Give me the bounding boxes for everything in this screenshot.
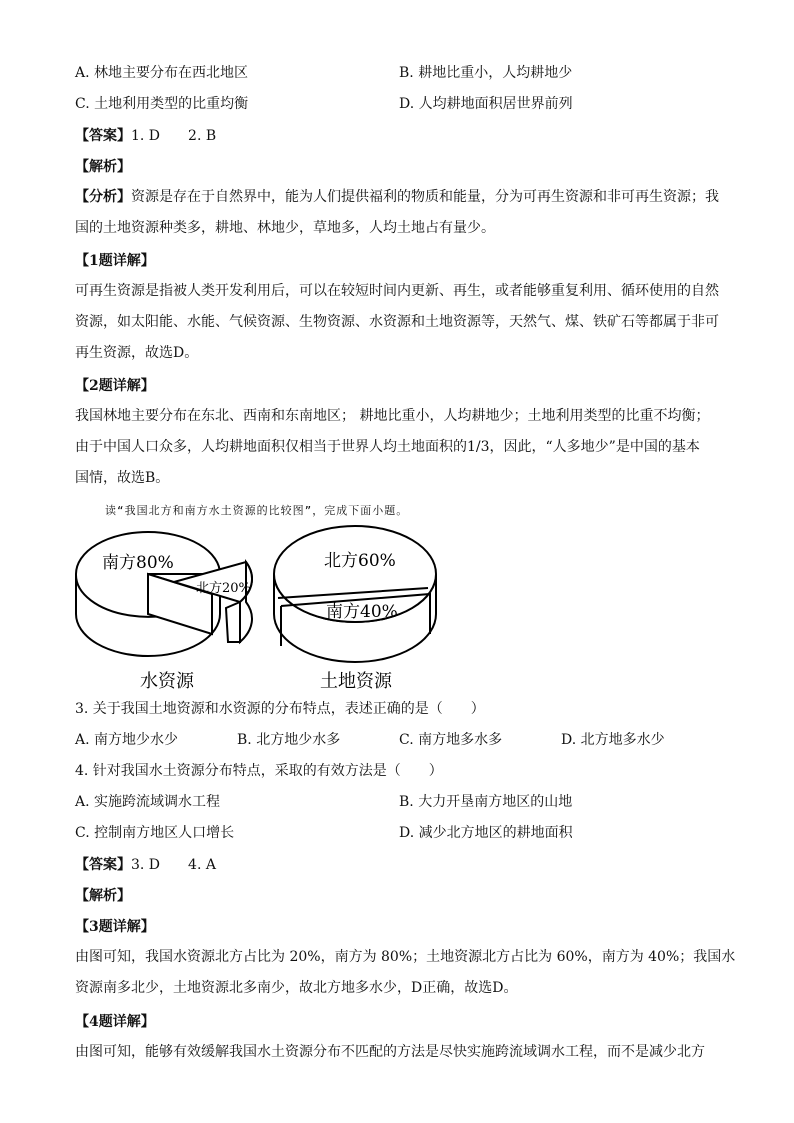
detail-2-heading: 【2题详解】 [75, 378, 155, 394]
answer-line-1 [75, 127, 216, 145]
answer-text: 3. D 4. A [131, 857, 216, 873]
analysis-heading-2: 【解析】 [75, 888, 131, 904]
detail-1-line: 资源，如太阳能、水能、气候资源、生物资源、水资源和土地资源等，天然气、煤、铁矿石等都属于非可 [75, 314, 719, 330]
option-b: B. 耕地比重小，人均耕地少 [399, 65, 573, 81]
water-pie-north-wedge-side [226, 602, 240, 642]
q4-options-row-2 [75, 824, 725, 842]
detail-3-line: 由图可知，我国水资源北方占比为 20%，南方为 80%；土地资源北方占比为 60%，南方为 40%；我国水 [75, 949, 736, 965]
detail-2-paragraph [75, 401, 721, 494]
answer-label: 【答案】 [75, 128, 131, 144]
detail-1-heading: 【1题详解】 [75, 253, 155, 269]
detail-2-line: 我国林地主要分布在东北、西南和东南地区； 耕地比重小，人均耕地少；土地利用类型的比重不均衡； [75, 408, 710, 424]
land-pie [274, 526, 436, 662]
detail-3-heading: 【3题详解】 [75, 919, 155, 935]
detail-3-paragraph [75, 942, 736, 1004]
detail-3-line: 资源南多北少，土地资源北多南少，故北方地多水少，D正确，故选D。 [75, 980, 518, 996]
detail-2-line: 由于中国人口众多，人均耕地面积仅相当于世界人均土地面积的1/3，因此，“人多地少”是中国的基本 [75, 439, 700, 455]
options-row-1 [75, 64, 725, 82]
land-pie-title: 土地资源 [320, 671, 392, 692]
q3-option-b: B. 北方地少水多 [237, 732, 341, 748]
water-south-label: 南方80% [102, 553, 174, 573]
figure-caption: 读“我国北方和南方水土资源的比较图”，完成下面小题。 [105, 504, 409, 517]
options-row-2 [75, 95, 725, 113]
answer-line-2 [75, 856, 216, 874]
detail-1-line: 再生资源，故选D。 [75, 345, 199, 361]
fenxi-line-2: 国的土地资源种类多，耕地、林地少，草地多，人均土地占有量少。 [75, 220, 495, 236]
option-d: D. 人均耕地面积居世界前列 [399, 96, 573, 112]
q3-options [75, 731, 725, 749]
detail-4-heading: 【4题详解】 [75, 1014, 155, 1030]
detail-4-paragraph [75, 1037, 721, 1068]
q4-option-d: D. 减少北方地区的耕地面积 [399, 825, 573, 841]
q4-option-c: C. 控制南方地区人口增长 [75, 825, 235, 841]
answer-label: 【答案】 [75, 857, 131, 873]
detail-4-line: 由图可知，能够有效缓解我国水土资源分布不匹配的方法是尽快实施跨流域调水工程，而不是减少北方 [75, 1044, 705, 1060]
option-c: C. 土地利用类型的比重均衡 [75, 96, 249, 112]
water-pie-title: 水资源 [140, 671, 194, 692]
q4-stem: 4. 针对我国水土资源分布特点，采取的有效方法是（ ） [75, 763, 443, 779]
q4-option-a: A. 实施跨流域调水工程 [75, 794, 221, 810]
q3-option-c: C. 南方地多水多 [399, 732, 503, 748]
fenxi-paragraph [75, 182, 721, 244]
water-land-figure [68, 522, 448, 694]
fenxi-label: 【分析】 [75, 189, 131, 205]
water-north-label: 北方20% [196, 581, 251, 596]
q4-option-b: B. 大力开垦南方地区的山地 [399, 794, 573, 810]
q3-option-d: D. 北方地多水少 [561, 732, 665, 748]
detail-1-paragraph [75, 276, 721, 369]
land-north-label: 北方60% [324, 551, 396, 571]
detail-1-line: 可再生资源是指被人类开发利用后，可以在较短时间内更新、再生，或者能够重复利用、循环使用的自然 [75, 283, 719, 299]
q3-option-a: A. 南方地少水少 [75, 732, 179, 748]
q3-stem: 3. 关于我国土地资源和水资源的分布特点，表述正确的是（ ） [75, 701, 485, 717]
land-south-label: 南方40% [326, 602, 398, 622]
answer-text: 1. D 2. B [131, 128, 217, 144]
detail-2-line: 国情，故选B。 [75, 470, 170, 486]
q4-options-row-1 [75, 793, 725, 811]
option-a: A. 林地主要分布在西北地区 [75, 65, 249, 81]
analysis-heading-1: 【解析】 [75, 159, 131, 175]
fenxi-line-1: 资源是存在于自然界中，能为人们提供福利的物质和能量，分为可再生资源和非可再生资源；我 [131, 189, 719, 205]
